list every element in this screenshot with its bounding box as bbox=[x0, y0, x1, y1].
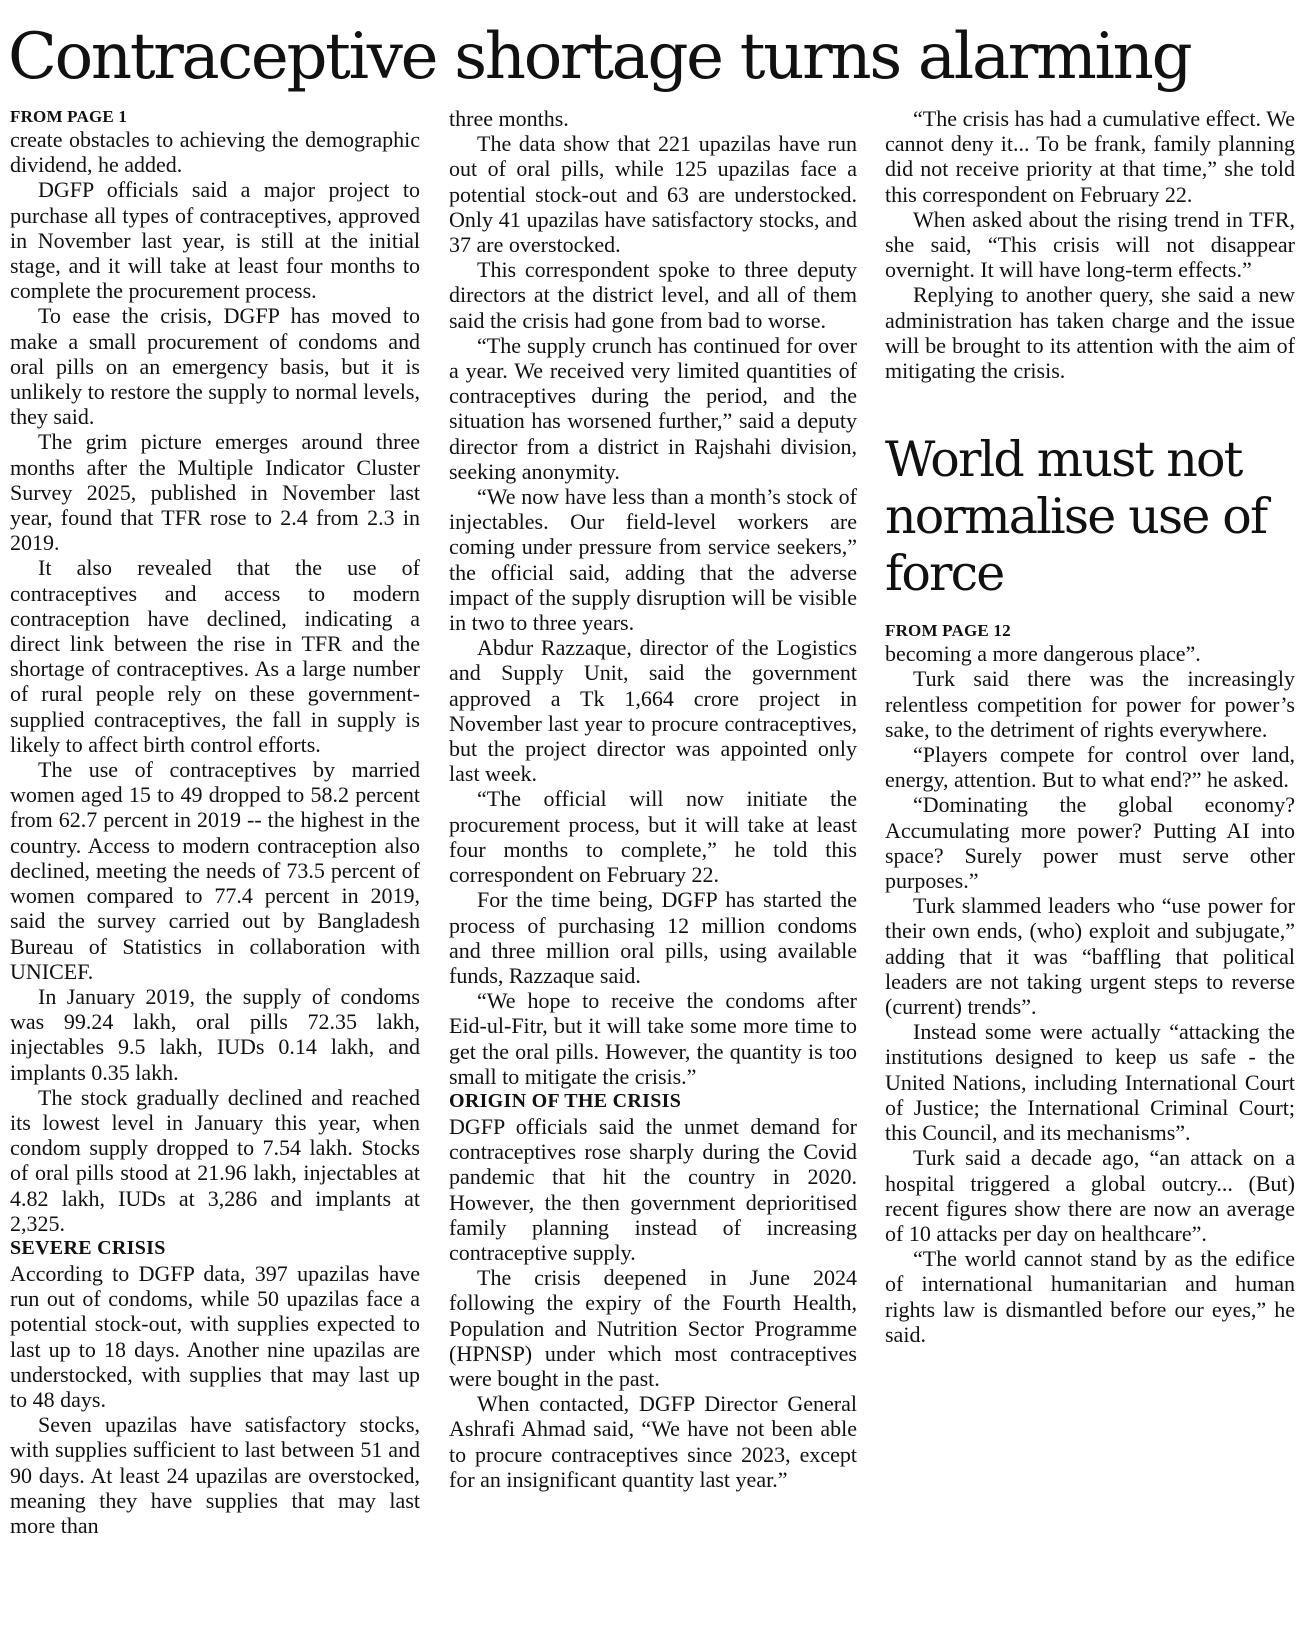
from-page-kicker: FROM PAGE 1 bbox=[10, 107, 128, 126]
paragraph: Instead some were actually “attacking the institutions designed to keep us safe - the United Nations, including International Court of Justice; the International Criminal Court; this Council, and its mechanisms”. bbox=[885, 1019, 1295, 1146]
paragraph: The use of contraceptives by married women aged 15 to 49 dropped to 58.2 percent from 62.7 percent in 2019 -- the highest in the country. Access to modern contraception also declined, meeting the needs of 73.5 percent of women compared to 77.4 percent in 2019, said the survey carried out by Bangladesh Bureau of Statistics in collaboration with UNICEF. bbox=[10, 757, 420, 984]
paragraph: When asked about the rising trend in TFR, she said, “This crisis will not disappear overnight. It will have long-term effects.” bbox=[885, 206, 1295, 283]
paragraph: The crisis deepened in June 2024 following the expiry of the Fourth Health, Population and Nutrition Sector Programme (HPNSP) under which most contraceptives were bought in the past. bbox=[449, 1265, 857, 1391]
paragraph: Abdur Razzaque, director of the Logistics and Supply Unit, said the government approved a Tk 1,664 crore project in November last year to procure contraceptives, but the project director was appointed only last week. bbox=[449, 635, 857, 787]
column-2 bbox=[449, 106, 857, 1492]
paragraph: The data show that 221 upazilas have run out of oral pills, while 125 upazilas face a potential stock-out and 63 are understocked. Only 41 upazilas have satisfactory stocks, and 37 are overstocked. bbox=[449, 131, 857, 258]
paragraph: “The crisis has had a cumulative effect. We cannot deny it... To be frank, family planning did not receive priority at that time,” she told this correspondent on February 22. bbox=[885, 106, 1295, 207]
paragraph: create obstacles to achieving the demographic dividend, he added. bbox=[10, 127, 420, 178]
paragraph: It also revealed that the use of contraceptives and access to modern contraception have declined, indicating a direct link between the rise in TFR and the shortage of contraceptives. As a large number of rural people rely on these government-supplied contraceptives, the fall in supply is likely to affect birth control efforts. bbox=[10, 555, 420, 757]
column-3 bbox=[885, 106, 1295, 1347]
paragraph: When contacted, DGFP Director General Ashrafi Ahmad said, “We have not been able to procure contraceptives since 2023, except for an insignificant quantity last year.” bbox=[449, 1391, 857, 1492]
paragraph: “The world cannot stand by as the edifice of international humanitarian and human rights law is dismantled before our eyes,” he said. bbox=[885, 1246, 1295, 1347]
paragraph: Seven upazilas have satisfactory stocks, with supplies sufficient to last between 51 and 90 days. At least 24 upazilas are overstocked, meaning they have supplies that may last more than bbox=[10, 1412, 420, 1538]
paragraph: The grim picture emerges around three months after the Multiple Indicator Cluster Survey 2025, published in November last year, found that TFR rose to 2.4 from 2.3 in 2019. bbox=[10, 429, 420, 556]
main-headline: Contraceptive shortage turns alarming bbox=[8, 20, 1191, 94]
paragraph: DGFP officials said a major project to purchase all types of contraceptives, approved in November last year, is still at the initial stage, and it will take at least four months to complete the procurement process. bbox=[10, 177, 420, 304]
paragraph: “Players compete for control over land, energy, attention. But to what end?” he asked. bbox=[885, 742, 1295, 793]
paragraph: Replying to another query, she said a new administration has taken charge and the issue will be brought to its attention with the aim of mitigating the crisis. bbox=[885, 282, 1295, 384]
paragraph: “The supply crunch has continued for over a year. We received very limited quantities of contraceptives during the period, and the situation has worsened further,” said a deputy director from a district in Rajshahi division, seeking anonymity. bbox=[449, 332, 857, 484]
subhead-origin-of-crisis: ORIGIN OF THE CRISIS bbox=[449, 1089, 682, 1112]
paragraph: “We hope to receive the condoms after Eid-ul-Fitr, but it will take some more time to get the oral pills. However, the quantity is too small to mitigate the crisis.” bbox=[449, 988, 857, 1089]
paragraph: According to DGFP data, 397 upazilas have run out of condoms, while 50 upazilas face a potential stock-out, with supplies expected to last up to 18 days. Another nine upazilas are understocked, with supplies that may last up to 48 days. bbox=[10, 1260, 420, 1412]
paragraph: For the time being, DGFP has started the process of purchasing 12 million condoms and three million oral pills, using available funds, Razzaque said. bbox=[449, 887, 857, 988]
from-page-kicker: FROM PAGE 12 bbox=[885, 621, 1011, 641]
paragraph: DGFP officials said the unmet demand for contraceptives rose sharply during the Covid pandemic that hit the country in 2020. However, the then government deprioritised family planning instead of increasing contraceptive supply. bbox=[449, 1113, 857, 1265]
paragraph: becoming a more dangerous place”. bbox=[885, 641, 1201, 667]
paragraph: three months. bbox=[449, 106, 569, 131]
column-1 bbox=[10, 106, 420, 1538]
paragraph: The stock gradually declined and reached its lowest level in January this year, when condom supply dropped to 7.54 lakh. Stocks of oral pills stood at 21.96 lakh, injectables at 4.82 lakh, IUDs at 3,286 and implants at 2,325. bbox=[10, 1084, 420, 1236]
paragraph: “Dominating the global economy? Accumulating more power? Putting AI into space? Surely power must serve other purposes.” bbox=[885, 792, 1295, 894]
subhead-severe-crisis: SEVERE CRISIS bbox=[10, 1236, 166, 1259]
paragraph: Turk said there was the increasingly relentless competition for power for power’s sake, to the detriment of rights everywhere. bbox=[885, 666, 1295, 742]
second-headline: World must not normalise use of force bbox=[885, 431, 1267, 603]
paragraph: To ease the crisis, DGFP has moved to make a small procurement of condoms and oral pills on an emergency basis, but it is unlikely to restore the supply to normal levels, they said. bbox=[10, 303, 420, 430]
paragraph: “We now have less than a month’s stock of injectables. Our field-level workers are coming under pressure from service seekers,” the official said, adding that the adverse impact of the supply disruption will be visible in two to three years. bbox=[449, 484, 857, 636]
paragraph: Turk said a decade ago, “an attack on a hospital triggered a global outcry... (But) recent figures show there are now an average of 10 attacks per day on healthcare”. bbox=[885, 1145, 1295, 1246]
paragraph: “The official will now initiate the procurement process, but it will take at least four months to complete,” he told this correspondent on February 22. bbox=[449, 786, 857, 888]
paragraph: Turk slammed leaders who “use power for their own ends, (who) exploit and subjugate,” adding that it was “baffling that political leaders are not taking urgent steps to reverse (current) trends”. bbox=[885, 893, 1295, 1020]
paragraph: This correspondent spoke to three deputy directors at the district level, and all of them said the crisis had gone from bad to worse. bbox=[449, 257, 857, 333]
paragraph: In January 2019, the supply of condoms was 99.24 lakh, oral pills 72.35 lakh, injectables 9.5 lakh, IUDs 0.14 lakh, and implants 0.35 lakh. bbox=[10, 983, 420, 1085]
